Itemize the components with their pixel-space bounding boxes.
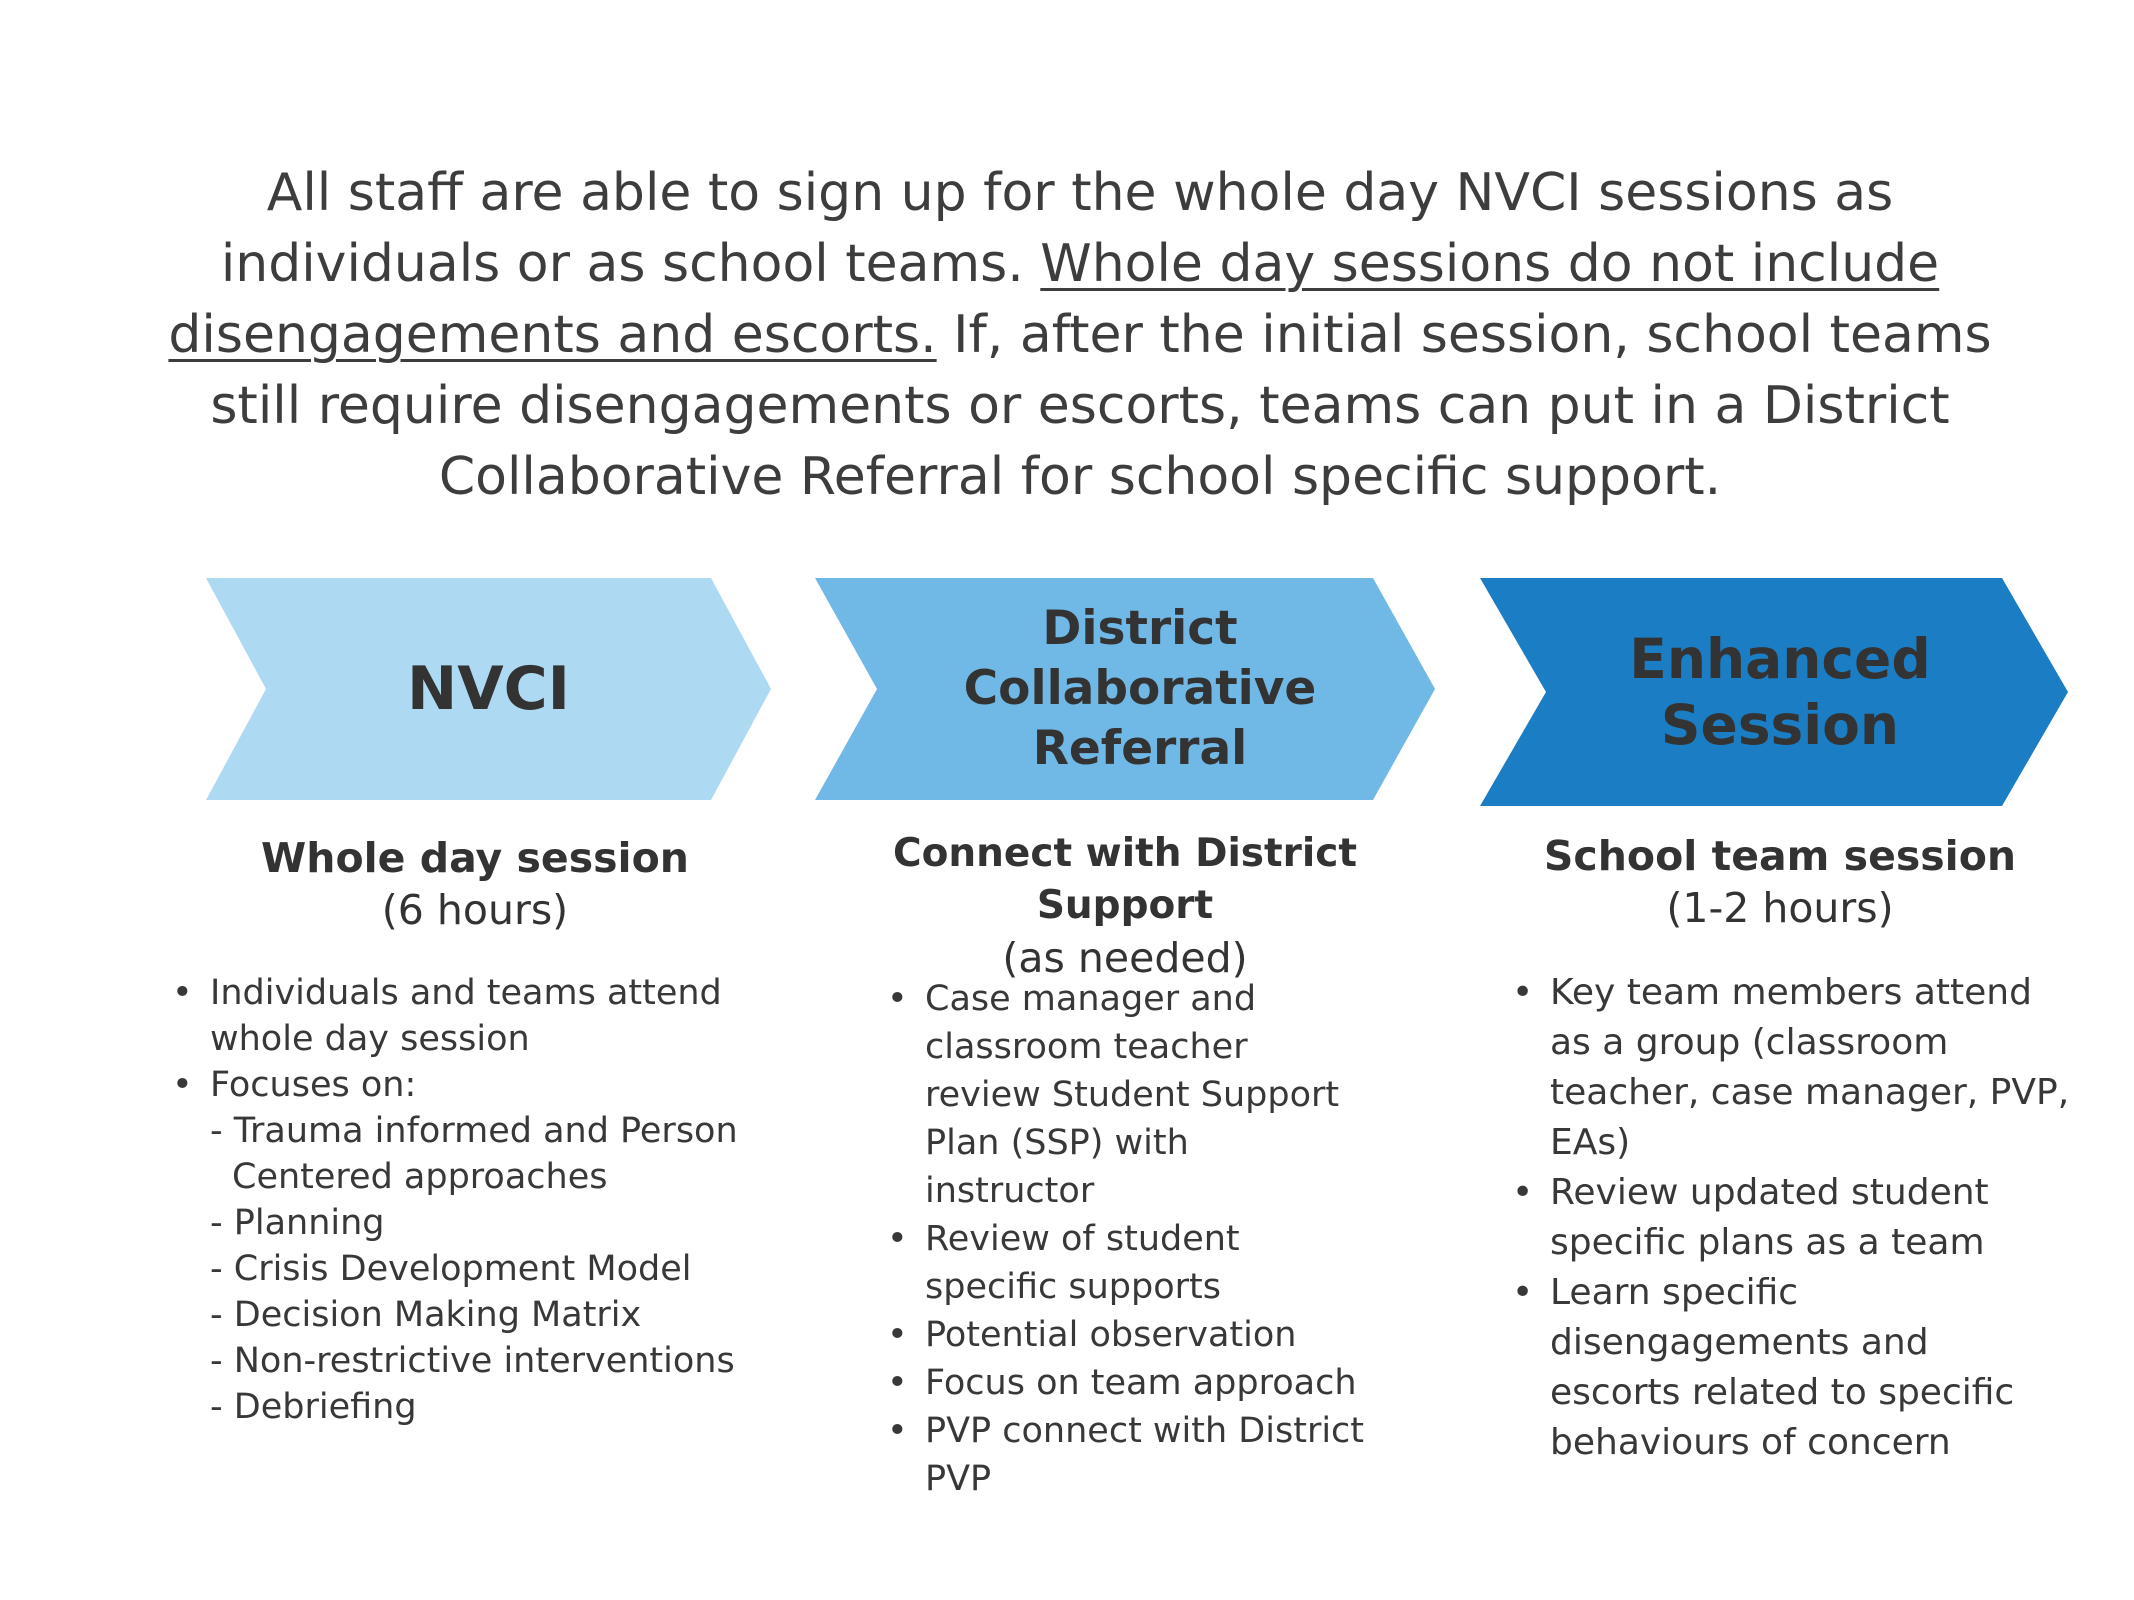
list-item: • Key team members attend as a group (classroom teacher, case manager, PVP, EAs): [1510, 968, 2070, 1168]
list-item: • Case manager and classroom teacher review Student Support Plan (SSP) with instructor: [885, 975, 1365, 1215]
sub-list-item: - Planning: [210, 1203, 385, 1243]
enhanced-heading-block: [1480, 830, 2080, 934]
list-item: • Learn specific disengagements and escorts related to specific behaviours of concern: [1510, 1268, 2070, 1468]
list-item: • Potential observation: [885, 1311, 1405, 1359]
nvci-duration: (6 hours): [381, 886, 569, 934]
intro-paragraph: [120, 158, 2040, 513]
district-heading-block: [800, 828, 1450, 984]
enhanced-heading: School team session: [1543, 832, 2017, 880]
list-item: • PVP connect with District PVP: [885, 1407, 1405, 1503]
list-item: • Review updated student specific plans as a team: [1510, 1168, 2050, 1268]
nvci-bullet-list: [170, 970, 770, 1430]
list-item: • Individuals and teams attend whole day session: [170, 970, 770, 1062]
intro-text-2: If, after the initial session, school teams still require disengagements or escorts, teams can put in a District Collaborative Referral for school specific support.: [210, 305, 1992, 507]
chevron-enhanced-session: [1480, 578, 2068, 806]
sub-list-item: - Decision Making Matrix: [210, 1295, 642, 1335]
chevron-district-referral: [815, 578, 1435, 800]
sub-list-item: - Non-restrictive interventions: [210, 1341, 735, 1381]
enhanced-bullet-list: [1510, 968, 2070, 1468]
chevron-district-referral-label: District Collaborative Referral: [963, 601, 1317, 776]
intro-text-1: All staff are able to sign up for the whole day NVCI sessions as individuals or as school teams.: [220, 163, 1894, 294]
list-item-focuses: [170, 1062, 770, 1430]
sub-list-item: - Trauma informed and Person Centered approaches: [210, 1111, 738, 1197]
sub-list-item: - Crisis Development Model: [210, 1249, 692, 1289]
list-item: • Review of student specific supports: [885, 1215, 1305, 1311]
chevron-enhanced-session-label: Enhanced Session: [1629, 627, 1931, 757]
sub-list-item: - Debriefing: [210, 1387, 417, 1427]
intro-underlined-text: Whole day sessions do not include disengagements and escorts.: [168, 234, 1940, 365]
list-item: • Focus on team approach: [885, 1359, 1405, 1407]
chevron-nvci-label: NVCI: [406, 654, 570, 724]
district-frequency: (as needed): [1002, 934, 1248, 982]
focuses-label: Focuses on:: [210, 1065, 417, 1105]
chevron-nvci: [206, 578, 771, 800]
district-bullet-list: [885, 975, 1405, 1503]
focus-sub-list: [210, 1108, 770, 1430]
nvci-heading: Whole day session: [261, 834, 689, 882]
enhanced-duration: (1-2 hours): [1666, 884, 1894, 932]
nvci-heading-block: [200, 832, 750, 936]
district-heading: Connect with District Support: [892, 831, 1358, 928]
